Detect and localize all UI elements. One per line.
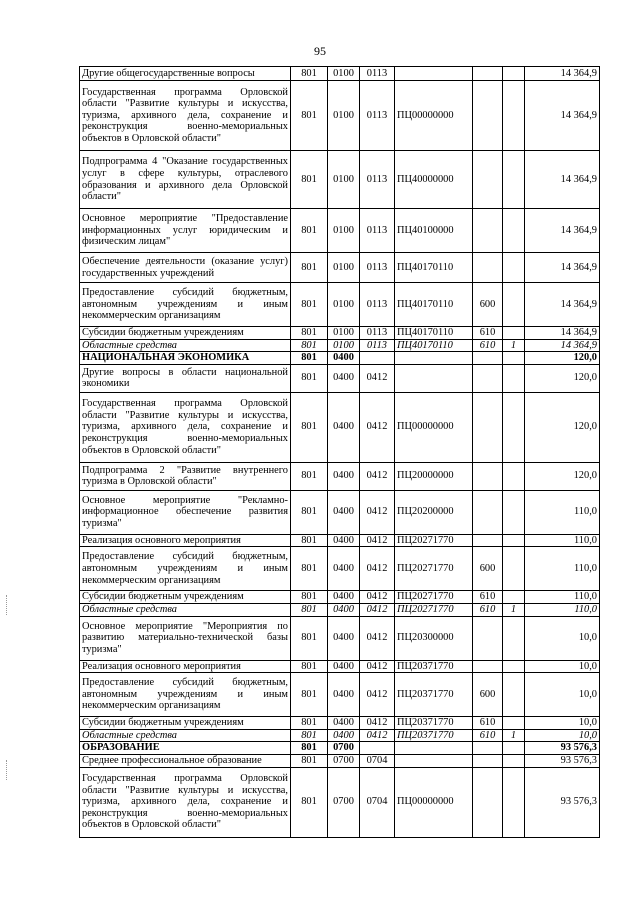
cell-target-article: ПЦ00000000 (395, 81, 473, 151)
table-row (80, 462, 600, 490)
cell-subsection-code: 0412 (360, 490, 395, 534)
cell-section-code: 0400 (328, 717, 360, 730)
cell-expense-type (473, 754, 503, 767)
table-row (80, 392, 600, 462)
cell-admin-code: 801 (291, 490, 328, 534)
cell-target-article (395, 742, 473, 755)
cell-name: Основное мероприятие "Мероприятия по развитию материально-технической базы туризма" (80, 616, 291, 660)
cell-subsection-code: 0704 (360, 754, 395, 767)
cell-subsection-code: 0412 (360, 591, 395, 604)
cell-section-code: 0400 (328, 616, 360, 660)
cell-target-article: ПЦ20271770 (395, 534, 473, 547)
cell-amount: 10,0 (525, 660, 600, 673)
table-row (80, 283, 600, 327)
cell-expense-type (473, 660, 503, 673)
cell-amount: 110,0 (525, 547, 600, 591)
cell-funding-source (503, 67, 525, 81)
cell-admin-code: 801 (291, 81, 328, 151)
cell-funding-source (503, 754, 525, 767)
binding-margin-marks (6, 595, 10, 615)
cell-amount: 110,0 (525, 591, 600, 604)
cell-section-code: 0400 (328, 352, 360, 365)
cell-funding-source (503, 717, 525, 730)
cell-expense-type: 600 (473, 547, 503, 591)
cell-name: Подпрограмма 2 "Развитие внутреннего туризма в Орловской области" (80, 462, 291, 490)
table-row (80, 603, 600, 616)
cell-subsection-code (360, 352, 395, 365)
cell-expense-type (473, 742, 503, 755)
cell-expense-type (473, 364, 503, 392)
cell-amount: 110,0 (525, 490, 600, 534)
cell-target-article: ПЦ40170110 (395, 253, 473, 283)
cell-funding-source (503, 490, 525, 534)
cell-admin-code: 801 (291, 754, 328, 767)
cell-name: Обеспечение деятельности (оказание услуг) государственных учреждений (80, 253, 291, 283)
cell-section-code: 0100 (328, 339, 360, 352)
cell-section-code: 0100 (328, 209, 360, 253)
cell-name: Государственная программа Орловской области "Развитие культуры и искусства, туризма, архивного дела, сохранение и реконструкция военно-мемориальных объектов в Орловской области" (80, 767, 291, 837)
cell-target-article: ПЦ20271770 (395, 547, 473, 591)
page-number: 95 (314, 44, 326, 58)
cell-section-code: 0700 (328, 754, 360, 767)
cell-admin-code: 801 (291, 352, 328, 365)
cell-amount: 14 364,9 (525, 253, 600, 283)
cell-target-article: ПЦ00000000 (395, 767, 473, 837)
cell-name: НАЦИОНАЛЬНАЯ ЭКОНОМИКА (80, 352, 291, 365)
cell-funding-source: 1 (503, 729, 525, 742)
cell-funding-source (503, 392, 525, 462)
cell-target-article: ПЦ20300000 (395, 616, 473, 660)
cell-expense-type (473, 490, 503, 534)
cell-funding-source (503, 81, 525, 151)
cell-admin-code: 801 (291, 673, 328, 717)
cell-expense-type (473, 209, 503, 253)
table-row (80, 209, 600, 253)
cell-funding-source (503, 327, 525, 340)
cell-section-code: 0400 (328, 603, 360, 616)
cell-subsection-code: 0412 (360, 717, 395, 730)
cell-name: Предоставление субсидий бюджетным, автономным учреждениям и иным некоммерческим организациям (80, 673, 291, 717)
cell-target-article (395, 352, 473, 365)
table-row (80, 616, 600, 660)
cell-section-code: 0100 (328, 151, 360, 209)
cell-target-article: ПЦ40170110 (395, 327, 473, 340)
cell-admin-code: 801 (291, 67, 328, 81)
cell-subsection-code: 0412 (360, 603, 395, 616)
cell-amount: 120,0 (525, 462, 600, 490)
cell-target-article (395, 67, 473, 81)
cell-section-code: 0400 (328, 673, 360, 717)
cell-target-article: ПЦ20371770 (395, 729, 473, 742)
cell-expense-type (473, 67, 503, 81)
cell-amount: 14 364,9 (525, 151, 600, 209)
cell-section-code: 0100 (328, 253, 360, 283)
cell-admin-code: 801 (291, 392, 328, 462)
cell-admin-code: 801 (291, 603, 328, 616)
cell-target-article: ПЦ20200000 (395, 490, 473, 534)
cell-name: Государственная программа Орловской области "Развитие культуры и искусства, туризма, архивного дела, сохранение и реконструкция военно-мемориальных объектов в Орловской области" (80, 81, 291, 151)
cell-name: Субсидии бюджетным учреждениям (80, 327, 291, 340)
cell-funding-source: 1 (503, 339, 525, 352)
cell-name: Реализация основного мероприятия (80, 534, 291, 547)
cell-name: Реализация основного мероприятия (80, 660, 291, 673)
cell-section-code: 0100 (328, 67, 360, 81)
cell-subsection-code: 0412 (360, 616, 395, 660)
cell-target-article (395, 364, 473, 392)
cell-target-article: ПЦ20371770 (395, 660, 473, 673)
cell-admin-code: 801 (291, 327, 328, 340)
cell-name: Среднее профессиональное образование (80, 754, 291, 767)
cell-name: Областные средства (80, 729, 291, 742)
cell-expense-type (473, 616, 503, 660)
cell-name: Основное мероприятие "Рекламно-информационное обеспечение развития туризма" (80, 490, 291, 534)
cell-expense-type (473, 392, 503, 462)
table-row (80, 742, 600, 755)
cell-target-article (395, 754, 473, 767)
cell-amount: 10,0 (525, 717, 600, 730)
cell-expense-type (473, 352, 503, 365)
cell-funding-source (503, 253, 525, 283)
cell-expense-type (473, 462, 503, 490)
cell-target-article: ПЦ40170110 (395, 283, 473, 327)
cell-amount: 120,0 (525, 352, 600, 365)
cell-admin-code: 801 (291, 717, 328, 730)
cell-amount: 93 576,3 (525, 767, 600, 837)
cell-expense-type: 600 (473, 283, 503, 327)
cell-name: Субсидии бюджетным учреждениям (80, 717, 291, 730)
table-row (80, 591, 600, 604)
cell-subsection-code: 0113 (360, 151, 395, 209)
cell-target-article: ПЦ00000000 (395, 392, 473, 462)
table-row (80, 67, 600, 81)
cell-target-article: ПЦ20271770 (395, 591, 473, 604)
cell-amount: 120,0 (525, 392, 600, 462)
cell-section-code: 0700 (328, 767, 360, 837)
cell-funding-source (503, 673, 525, 717)
binding-margin-marks (6, 760, 10, 780)
cell-name: Областные средства (80, 339, 291, 352)
cell-funding-source (503, 151, 525, 209)
cell-funding-source (503, 742, 525, 755)
cell-admin-code: 801 (291, 591, 328, 604)
cell-target-article: ПЦ20371770 (395, 673, 473, 717)
cell-subsection-code: 0113 (360, 327, 395, 340)
cell-section-code: 0100 (328, 327, 360, 340)
cell-admin-code: 801 (291, 660, 328, 673)
cell-funding-source (503, 591, 525, 604)
cell-admin-code: 801 (291, 742, 328, 755)
table-row (80, 547, 600, 591)
cell-section-code: 0400 (328, 462, 360, 490)
cell-subsection-code: 0113 (360, 339, 395, 352)
cell-subsection-code: 0412 (360, 364, 395, 392)
budget-table (79, 66, 600, 838)
cell-subsection-code: 0113 (360, 81, 395, 151)
cell-expense-type: 610 (473, 591, 503, 604)
cell-subsection-code: 0113 (360, 283, 395, 327)
cell-admin-code: 801 (291, 547, 328, 591)
table-row (80, 151, 600, 209)
cell-amount: 14 364,9 (525, 67, 600, 81)
cell-target-article: ПЦ40170110 (395, 339, 473, 352)
cell-funding-source (503, 534, 525, 547)
cell-section-code: 0400 (328, 364, 360, 392)
cell-admin-code: 801 (291, 767, 328, 837)
cell-expense-type: 610 (473, 339, 503, 352)
cell-admin-code: 801 (291, 253, 328, 283)
table-row (80, 534, 600, 547)
cell-amount: 93 576,3 (525, 742, 600, 755)
budget-table-body (80, 67, 600, 838)
cell-section-code: 0400 (328, 534, 360, 547)
cell-section-code: 0400 (328, 490, 360, 534)
cell-subsection-code: 0412 (360, 673, 395, 717)
cell-amount: 10,0 (525, 729, 600, 742)
cell-funding-source (503, 283, 525, 327)
cell-expense-type: 610 (473, 603, 503, 616)
table-row (80, 339, 600, 352)
cell-expense-type (473, 767, 503, 837)
cell-name: Основное мероприятие "Предоставление информационных услуг юридическим и физическим лицам" (80, 209, 291, 253)
table-row (80, 729, 600, 742)
cell-name: Государственная программа Орловской области "Развитие культуры и искусства, туризма, архивного дела, сохранение и реконструкция военно-мемориальных объектов в Орловской области" (80, 392, 291, 462)
cell-amount: 14 364,9 (525, 283, 600, 327)
cell-amount: 14 364,9 (525, 81, 600, 151)
cell-target-article: ПЦ20371770 (395, 717, 473, 730)
cell-amount: 120,0 (525, 364, 600, 392)
cell-name: Субсидии бюджетным учреждениям (80, 591, 291, 604)
cell-admin-code: 801 (291, 729, 328, 742)
cell-admin-code: 801 (291, 364, 328, 392)
cell-amount: 14 364,9 (525, 327, 600, 340)
cell-subsection-code: 0113 (360, 209, 395, 253)
cell-admin-code: 801 (291, 283, 328, 327)
cell-target-article: ПЦ40000000 (395, 151, 473, 209)
cell-section-code: 0400 (328, 660, 360, 673)
cell-section-code: 0400 (328, 547, 360, 591)
table-row (80, 81, 600, 151)
cell-expense-type (473, 253, 503, 283)
cell-target-article: ПЦ20000000 (395, 462, 473, 490)
cell-expense-type (473, 151, 503, 209)
cell-subsection-code: 0412 (360, 729, 395, 742)
cell-subsection-code: 0412 (360, 392, 395, 462)
cell-target-article: ПЦ40100000 (395, 209, 473, 253)
table-row (80, 660, 600, 673)
cell-section-code: 0400 (328, 591, 360, 604)
cell-target-article: ПЦ20271770 (395, 603, 473, 616)
table-row (80, 490, 600, 534)
cell-amount: 14 364,9 (525, 209, 600, 253)
cell-amount: 10,0 (525, 673, 600, 717)
cell-expense-type (473, 81, 503, 151)
cell-expense-type: 600 (473, 673, 503, 717)
cell-subsection-code: 0412 (360, 462, 395, 490)
table-row (80, 673, 600, 717)
cell-section-code: 0100 (328, 81, 360, 151)
cell-admin-code: 801 (291, 339, 328, 352)
cell-funding-source (503, 364, 525, 392)
cell-funding-source (503, 462, 525, 490)
cell-subsection-code: 0412 (360, 534, 395, 547)
cell-expense-type: 610 (473, 729, 503, 742)
cell-subsection-code: 0704 (360, 767, 395, 837)
cell-name: Подпрограмма 4 "Оказание государственных услуг в сфере культуры, отраслевого образования и архивного дела Орловской области" (80, 151, 291, 209)
table-row (80, 364, 600, 392)
cell-name: Областные средства (80, 603, 291, 616)
table-row (80, 754, 600, 767)
cell-funding-source (503, 616, 525, 660)
cell-amount: 10,0 (525, 616, 600, 660)
cell-admin-code: 801 (291, 534, 328, 547)
cell-admin-code: 801 (291, 462, 328, 490)
cell-admin-code: 801 (291, 209, 328, 253)
table-row (80, 327, 600, 340)
table-row (80, 767, 600, 837)
cell-name: Другие общегосударственные вопросы (80, 67, 291, 81)
cell-funding-source (503, 352, 525, 365)
cell-section-code: 0400 (328, 392, 360, 462)
cell-admin-code: 801 (291, 151, 328, 209)
cell-funding-source: 1 (503, 603, 525, 616)
cell-funding-source (503, 209, 525, 253)
cell-amount: 110,0 (525, 603, 600, 616)
cell-section-code: 0700 (328, 742, 360, 755)
cell-expense-type: 610 (473, 717, 503, 730)
cell-funding-source (503, 660, 525, 673)
cell-name: Предоставление субсидий бюджетным, автономным учреждениям и иным некоммерческим организациям (80, 547, 291, 591)
cell-amount: 14 364,9 (525, 339, 600, 352)
cell-subsection-code: 0113 (360, 67, 395, 81)
cell-admin-code: 801 (291, 616, 328, 660)
cell-amount: 110,0 (525, 534, 600, 547)
table-row (80, 352, 600, 365)
cell-name: ОБРАЗОВАНИЕ (80, 742, 291, 755)
cell-name: Предоставление субсидий бюджетным, автономным учреждениям и иным некоммерческим организациям (80, 283, 291, 327)
cell-expense-type (473, 534, 503, 547)
cell-subsection-code: 0412 (360, 660, 395, 673)
cell-funding-source (503, 547, 525, 591)
table-row (80, 253, 600, 283)
table-row (80, 717, 600, 730)
cell-subsection-code: 0412 (360, 547, 395, 591)
cell-subsection-code: 0113 (360, 253, 395, 283)
cell-name: Другие вопросы в области национальной экономики (80, 364, 291, 392)
cell-section-code: 0100 (328, 283, 360, 327)
cell-funding-source (503, 767, 525, 837)
cell-subsection-code (360, 742, 395, 755)
cell-expense-type: 610 (473, 327, 503, 340)
cell-amount: 93 576,3 (525, 754, 600, 767)
cell-section-code: 0400 (328, 729, 360, 742)
